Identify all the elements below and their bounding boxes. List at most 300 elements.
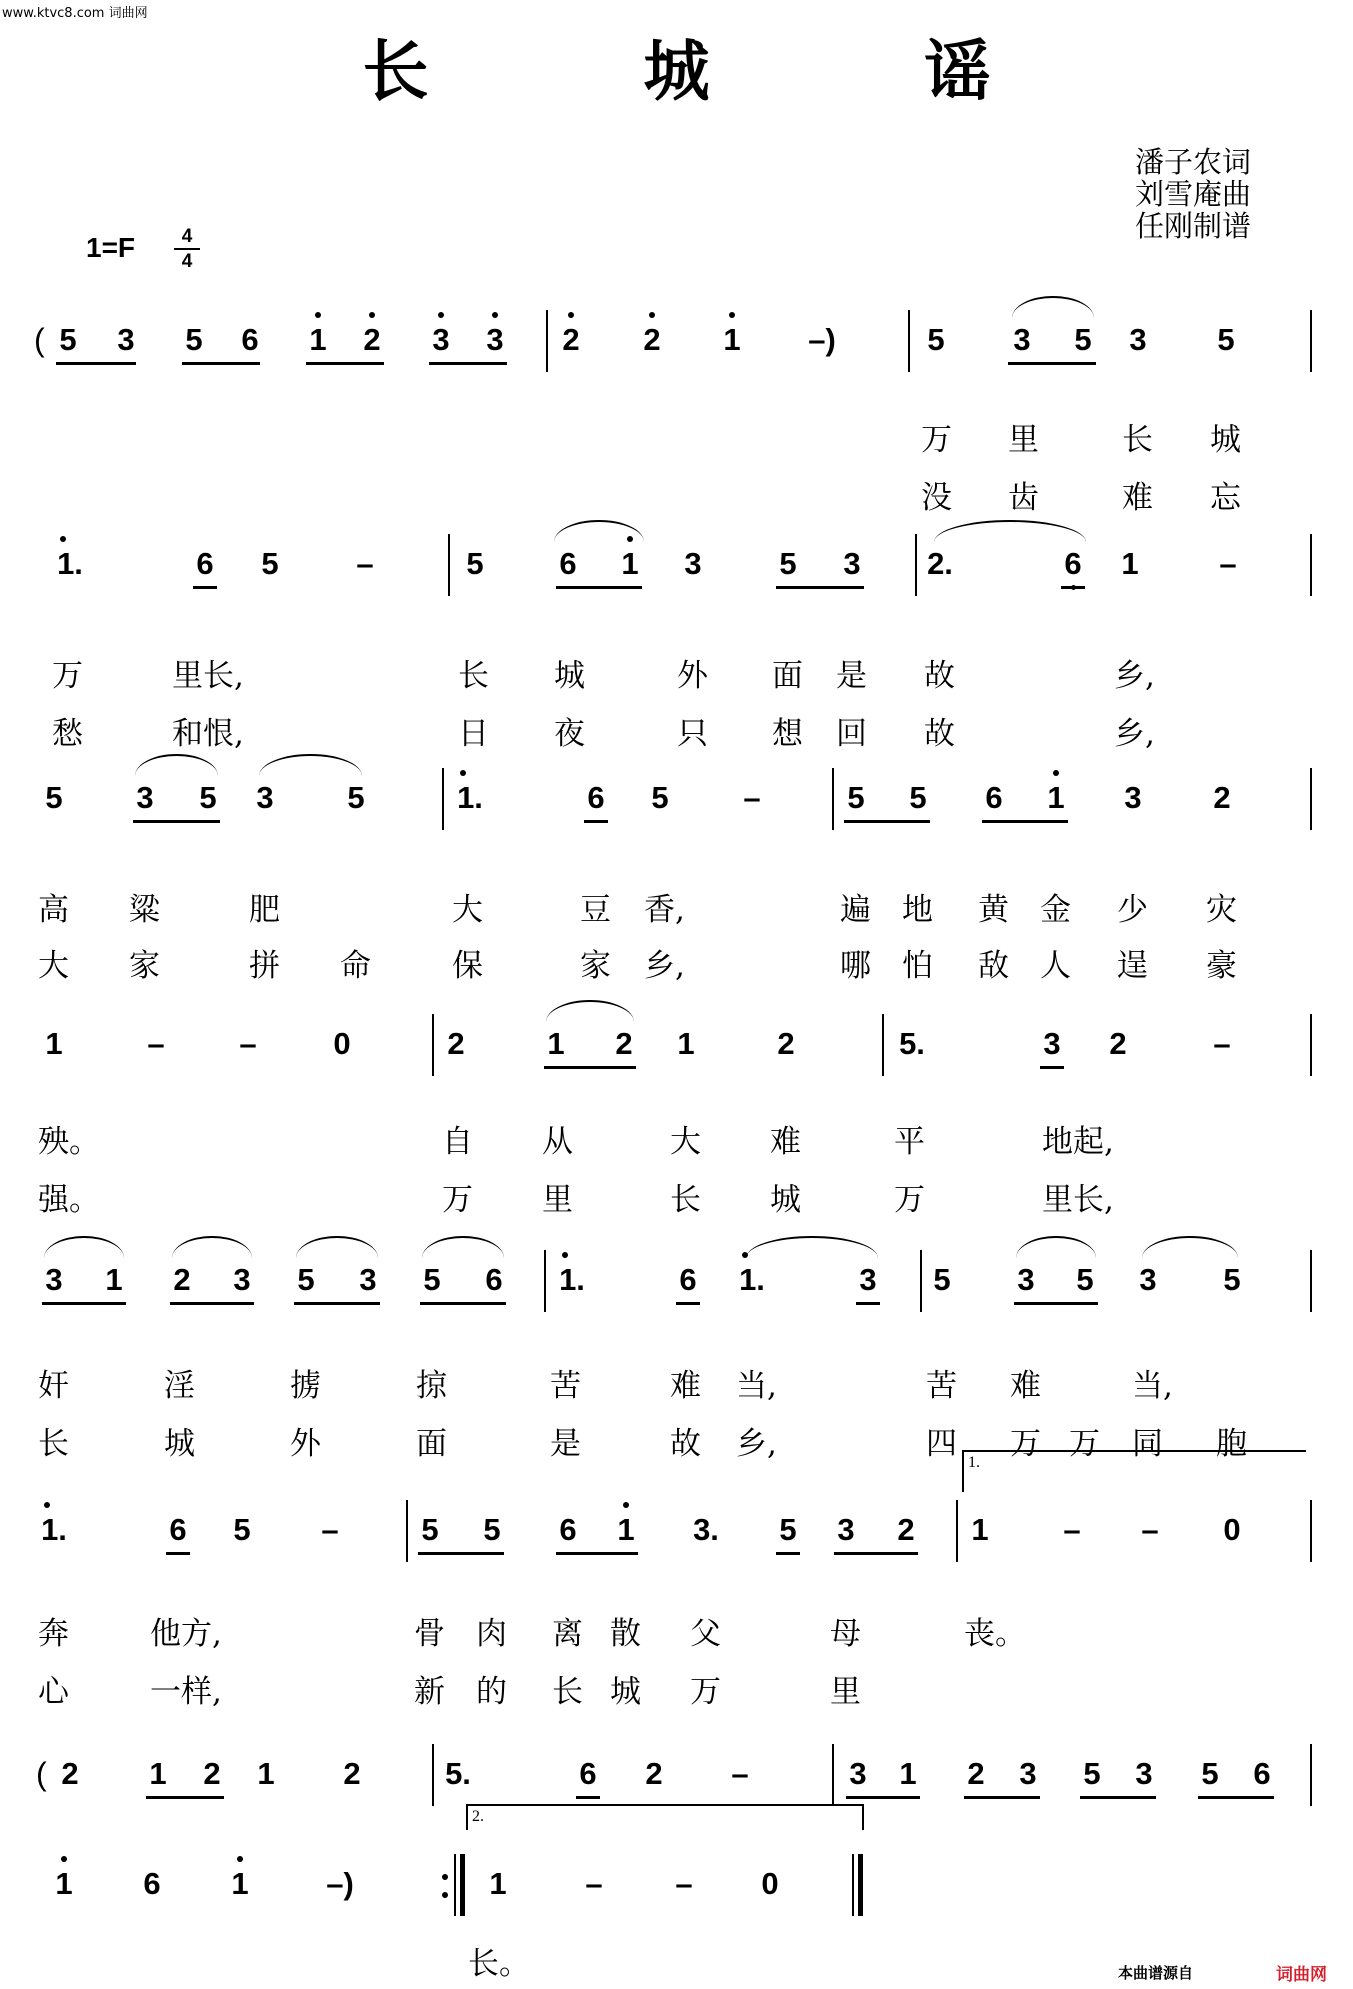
note: – bbox=[1213, 1026, 1231, 1061]
beam-underline bbox=[429, 362, 507, 365]
lyric-verse-1: 高 bbox=[38, 892, 69, 928]
lyric-verse-1: 是 bbox=[836, 658, 867, 694]
note: – bbox=[1219, 546, 1237, 581]
slur bbox=[135, 754, 218, 776]
arranger-credit: 任刚制谱 bbox=[1134, 209, 1251, 243]
key-signature: 1=F bbox=[86, 232, 136, 263]
note: 6 bbox=[1253, 1756, 1271, 1791]
beam-underline bbox=[576, 1796, 600, 1799]
lyric-verse-2: 家 bbox=[580, 948, 611, 984]
note: – bbox=[585, 1866, 603, 1901]
lyric-verse-2: 和恨, bbox=[172, 716, 244, 752]
note: 5 bbox=[45, 780, 63, 815]
note: 2 bbox=[897, 1512, 915, 1547]
lyric-verse-1: 长。 bbox=[468, 1946, 530, 1982]
note: 5 bbox=[185, 322, 203, 357]
lyric-verse-2: 长 bbox=[552, 1674, 583, 1710]
beam-underline bbox=[166, 1552, 190, 1555]
lyric-verse-2: 乡, bbox=[644, 948, 685, 984]
lyric-verse-2: 哪 bbox=[840, 948, 871, 984]
octave-dot-above bbox=[61, 1856, 67, 1862]
lyric-verse-2: 万 bbox=[442, 1182, 473, 1218]
lyric-verse-1: 地 bbox=[902, 892, 933, 928]
note: 6 bbox=[679, 1262, 697, 1297]
note: – bbox=[147, 1026, 165, 1061]
note: – bbox=[731, 1756, 749, 1791]
barline bbox=[442, 768, 444, 830]
note: 5 bbox=[1074, 322, 1092, 357]
beam-underline bbox=[133, 820, 220, 823]
octave-dot-above bbox=[315, 312, 321, 318]
lyric-verse-1: 灾 bbox=[1206, 892, 1237, 928]
note: 3 bbox=[1019, 1756, 1037, 1791]
note: 3 bbox=[1124, 780, 1142, 815]
lyric-verse-1: 苦 bbox=[550, 1368, 581, 1404]
lyric-verse-1: 平 bbox=[894, 1124, 925, 1160]
note: 3 bbox=[1017, 1262, 1035, 1297]
note: –) bbox=[326, 1866, 354, 1901]
note: 3 bbox=[419, 322, 463, 358]
credits bbox=[1135, 146, 1251, 242]
lyric-verse-2: 里长, bbox=[1042, 1182, 1114, 1218]
note: 5 bbox=[1201, 1756, 1219, 1791]
note: 2 bbox=[645, 1756, 663, 1791]
lyricist-credit: 潘子农词 bbox=[1134, 145, 1251, 179]
lyric-verse-2: 人 bbox=[1040, 948, 1071, 984]
lyric-verse-1: 母 bbox=[830, 1616, 861, 1652]
lyric-verse-2: 是 bbox=[550, 1426, 581, 1462]
note: 2 bbox=[61, 1756, 79, 1791]
note: –) bbox=[808, 322, 836, 357]
lyric-verse-2: 日 bbox=[458, 716, 489, 752]
beam-underline bbox=[982, 820, 1068, 823]
system-5 bbox=[0, 1262, 1353, 1462]
note: 5 bbox=[909, 780, 927, 815]
lyric-verse-2: 没 bbox=[921, 480, 952, 516]
octave-dot-above bbox=[60, 536, 66, 542]
note: 1 bbox=[149, 1756, 167, 1791]
volta-bracket bbox=[962, 1450, 1306, 1492]
lyric-verse-1: 难 bbox=[770, 1124, 801, 1160]
beam-underline bbox=[834, 1552, 918, 1555]
lyric-verse-2: 愁 bbox=[52, 716, 83, 752]
note: 5 bbox=[1076, 1262, 1094, 1297]
lyric-verse-1: 当, bbox=[1132, 1368, 1173, 1404]
meter-bottom: 4 bbox=[181, 251, 193, 272]
beam-underline bbox=[544, 1066, 636, 1069]
lyric-verse-1: 万 bbox=[52, 658, 83, 694]
note: 3. bbox=[693, 1512, 719, 1547]
note: – bbox=[1063, 1512, 1081, 1547]
beam-underline bbox=[676, 1302, 700, 1305]
lyric-verse-2: 长 bbox=[38, 1426, 69, 1462]
note: – bbox=[239, 1026, 257, 1061]
slur bbox=[746, 1236, 878, 1258]
note: 1 bbox=[899, 1756, 917, 1791]
barline bbox=[920, 1250, 922, 1312]
note: 5 bbox=[1217, 322, 1235, 357]
open-paren: ( bbox=[34, 322, 45, 358]
note: 6 bbox=[196, 546, 214, 581]
beam-underline bbox=[856, 1302, 880, 1305]
octave-dot-above bbox=[237, 1856, 243, 1862]
note: 5 bbox=[651, 780, 669, 815]
barline bbox=[908, 310, 910, 372]
octave-dot-above bbox=[44, 1502, 50, 1508]
note: 5 bbox=[927, 322, 945, 357]
beam-underline bbox=[42, 1302, 126, 1305]
note: 5 bbox=[261, 546, 279, 581]
note: 1 bbox=[296, 322, 340, 358]
note: 2 bbox=[1109, 1026, 1127, 1061]
beam-underline bbox=[1014, 1302, 1098, 1305]
barline bbox=[882, 1014, 884, 1076]
lyric-verse-2: 难 bbox=[1122, 480, 1153, 516]
note: 5 bbox=[59, 322, 77, 357]
slur bbox=[934, 520, 1086, 542]
slur bbox=[44, 1236, 124, 1258]
lyric-verse-1: 遍 bbox=[840, 892, 871, 928]
system-4 bbox=[0, 1026, 1353, 1218]
beam-underline bbox=[146, 1796, 224, 1799]
note: 3 bbox=[1043, 1026, 1061, 1061]
note: 6 bbox=[169, 1512, 187, 1547]
octave-dot-above bbox=[623, 1502, 629, 1508]
system-1 bbox=[0, 322, 1353, 516]
lyric-verse-2: 夜 bbox=[554, 716, 585, 752]
note: 5 bbox=[483, 1512, 501, 1547]
barline bbox=[1310, 534, 1312, 596]
note: 6 bbox=[485, 1262, 503, 1297]
note: 1. bbox=[550, 1262, 594, 1298]
slur bbox=[172, 1236, 252, 1258]
note: – bbox=[743, 780, 761, 815]
note: 2 bbox=[967, 1756, 985, 1791]
lyric-verse-1: 淫 bbox=[164, 1368, 195, 1404]
note: 1 bbox=[971, 1512, 989, 1547]
note: 3 bbox=[136, 780, 154, 815]
slur bbox=[259, 754, 362, 776]
lyric-verse-1: 里 bbox=[1008, 422, 1039, 458]
note: 5 bbox=[297, 1262, 315, 1297]
note: 5 bbox=[421, 1512, 439, 1547]
octave-dot-above bbox=[369, 312, 375, 318]
lyric-verse-1: 黄 bbox=[978, 892, 1009, 928]
beam-underline bbox=[1080, 1796, 1156, 1799]
note: 5. bbox=[445, 1756, 471, 1791]
site-watermark: www.ktvc8.com 词曲网 bbox=[2, 6, 148, 21]
lyric-verse-1: 香, bbox=[644, 892, 685, 928]
barline bbox=[546, 310, 548, 372]
lyric-verse-1: 自 bbox=[442, 1124, 473, 1160]
lyric-verse-1: 长 bbox=[1122, 422, 1153, 458]
lyric-verse-1: 肥 bbox=[249, 892, 280, 928]
composer-credit: 刘雪庵曲 bbox=[1134, 177, 1251, 211]
beam-underline bbox=[846, 1796, 920, 1799]
note: 1 bbox=[45, 1026, 63, 1061]
lyric-verse-1: 大 bbox=[670, 1124, 701, 1160]
octave-dot-above bbox=[568, 312, 574, 318]
site-logo: 词曲网 bbox=[1276, 1965, 1327, 1985]
system-3 bbox=[0, 780, 1353, 984]
lyric-verse-1: 掳 bbox=[290, 1368, 321, 1404]
note: 5 bbox=[1083, 1756, 1101, 1791]
barline bbox=[432, 1744, 434, 1806]
lyric-verse-2: 城 bbox=[610, 1674, 641, 1710]
note: 3 bbox=[1013, 322, 1031, 357]
lyric-verse-1: 面 bbox=[772, 658, 803, 694]
volta-label: 1. bbox=[968, 1454, 980, 1471]
barline bbox=[1310, 1744, 1312, 1806]
lyric-verse-2: 万 bbox=[1010, 1426, 1041, 1462]
lyric-verse-2: 一样, bbox=[150, 1674, 222, 1710]
lyric-verse-2: 齿 bbox=[1008, 480, 1039, 516]
lyric-verse-1: 乡, bbox=[1114, 658, 1155, 694]
note: 2 bbox=[447, 1026, 465, 1061]
note: 3 bbox=[837, 1512, 855, 1547]
barline bbox=[1310, 768, 1312, 830]
lyric-verse-2: 万 bbox=[690, 1674, 721, 1710]
note: 3 bbox=[849, 1756, 867, 1791]
beam-underline bbox=[56, 362, 136, 365]
note: 1 bbox=[489, 1866, 507, 1901]
system-2 bbox=[0, 546, 1353, 752]
lyric-verse-1: 肉 bbox=[476, 1616, 507, 1652]
lyric-verse-1: 他方, bbox=[150, 1616, 222, 1652]
lyric-verse-2: 万 bbox=[894, 1182, 925, 1218]
note: 5 bbox=[779, 1512, 797, 1547]
note: 3 bbox=[473, 322, 517, 358]
lyric-verse-1: 里长, bbox=[172, 658, 244, 694]
note: 3 bbox=[1139, 1262, 1157, 1297]
lyric-verse-1: 难 bbox=[670, 1368, 701, 1404]
repeat-dot bbox=[442, 1874, 448, 1880]
note: 3 bbox=[859, 1262, 877, 1297]
note: 1 bbox=[42, 1866, 86, 1902]
lyric-verse-2: 命 bbox=[340, 948, 371, 984]
lyric-verse-2: 同 bbox=[1132, 1426, 1163, 1462]
lyric-verse-2: 只 bbox=[677, 716, 708, 752]
lyric-verse-1: 掠 bbox=[416, 1368, 447, 1404]
lyric-verse-1: 奸 bbox=[38, 1368, 69, 1404]
note: 3 bbox=[256, 780, 274, 815]
barline bbox=[832, 1744, 834, 1806]
beam-underline bbox=[418, 1552, 504, 1555]
lyric-verse-1: 当, bbox=[736, 1368, 777, 1404]
lyric-verse-2: 的 bbox=[476, 1674, 507, 1710]
lyric-verse-2: 外 bbox=[290, 1426, 321, 1462]
slur bbox=[422, 1236, 504, 1258]
lyric-verse-1: 父 bbox=[690, 1616, 721, 1652]
note: 6 bbox=[985, 780, 1003, 815]
lyric-verse-2: 拼 bbox=[249, 948, 280, 984]
lyric-verse-2: 怕 bbox=[902, 948, 933, 984]
octave-dot-above bbox=[562, 1252, 568, 1258]
lyric-verse-1: 殃。 bbox=[38, 1124, 100, 1160]
barline bbox=[832, 768, 834, 830]
note: 1 bbox=[257, 1756, 275, 1791]
barline bbox=[406, 1500, 408, 1562]
beam-underline bbox=[170, 1302, 254, 1305]
note: 6 bbox=[587, 780, 605, 815]
barline bbox=[1310, 1014, 1312, 1076]
note: – bbox=[321, 1512, 339, 1547]
note: 5 bbox=[933, 1262, 951, 1297]
note: 1 bbox=[1034, 780, 1078, 816]
lyric-verse-2: 逞 bbox=[1117, 948, 1148, 984]
note: 1 bbox=[710, 322, 754, 358]
lyric-verse-1: 故 bbox=[924, 658, 955, 694]
lyric-verse-1: 地起, bbox=[1042, 1124, 1114, 1160]
note: 3 bbox=[117, 322, 135, 357]
note: 2 bbox=[615, 1026, 633, 1061]
octave-dot-above bbox=[1053, 770, 1059, 776]
lyric-verse-1: 苦 bbox=[926, 1368, 957, 1404]
lyric-verse-1: 外 bbox=[677, 658, 708, 694]
lyric-verse-2: 想 bbox=[772, 716, 803, 752]
source-note: 本曲谱源自 bbox=[1117, 1964, 1193, 1982]
repeat-barline-thin bbox=[454, 1854, 456, 1916]
note: 3 bbox=[233, 1262, 251, 1297]
lyric-verse-1: 难 bbox=[1010, 1368, 1041, 1404]
note: 1. bbox=[730, 1262, 774, 1298]
barline bbox=[432, 1014, 434, 1076]
lyric-verse-1: 长 bbox=[458, 658, 489, 694]
system-6 bbox=[0, 1454, 1353, 1710]
system-7 bbox=[0, 1756, 1353, 1796]
repeat-dot bbox=[442, 1892, 448, 1898]
lyric-verse-1: 大 bbox=[452, 892, 483, 928]
note: 1 bbox=[105, 1262, 123, 1297]
lyric-verse-2: 故 bbox=[924, 716, 955, 752]
lyric-verse-1: 城 bbox=[554, 658, 585, 694]
barline bbox=[544, 1250, 546, 1312]
lyric-verse-1: 金 bbox=[1040, 892, 1071, 928]
lyric-verse-2: 故 bbox=[670, 1426, 701, 1462]
meter-top: 4 bbox=[181, 226, 193, 247]
open-paren: ( bbox=[36, 1756, 47, 1792]
note: 6 bbox=[241, 322, 259, 357]
note: 6 bbox=[559, 1512, 577, 1547]
lyric-verse-2: 回 bbox=[836, 716, 867, 752]
note: 3 bbox=[45, 1262, 63, 1297]
barline bbox=[448, 534, 450, 596]
time-signature bbox=[174, 226, 200, 272]
note: 5 bbox=[199, 780, 217, 815]
note: 5 bbox=[233, 1512, 251, 1547]
lyric-verse-2: 城 bbox=[770, 1182, 801, 1218]
lyric-verse-1: 从 bbox=[542, 1124, 573, 1160]
note: 1 bbox=[604, 1512, 648, 1548]
slur bbox=[1142, 1236, 1238, 1258]
note: – bbox=[1141, 1512, 1159, 1547]
octave-dot-above bbox=[492, 312, 498, 318]
lyric-verse-1: 万 bbox=[921, 422, 952, 458]
lyric-verse-1: 奔 bbox=[38, 1616, 69, 1652]
volta-label: 2. bbox=[472, 1808, 484, 1825]
lyric-verse-2: 新 bbox=[414, 1674, 445, 1710]
repeat-barline-thick bbox=[460, 1854, 465, 1916]
note: 2 bbox=[549, 322, 593, 358]
beam-underline bbox=[182, 362, 260, 365]
note: 1. bbox=[48, 546, 92, 582]
beam-underline bbox=[1198, 1796, 1274, 1799]
beam-underline bbox=[776, 1552, 800, 1555]
note: 5. bbox=[899, 1026, 925, 1061]
lyric-verse-1: 骨 bbox=[414, 1616, 445, 1652]
note: 2 bbox=[630, 322, 674, 358]
lyric-verse-2: 保 bbox=[452, 948, 483, 984]
note: 1 bbox=[547, 1026, 565, 1061]
note: 0 bbox=[761, 1866, 779, 1901]
note: 2 bbox=[350, 322, 394, 358]
note: 1 bbox=[608, 546, 652, 582]
lyric-verse-1: 丧。 bbox=[964, 1616, 1026, 1652]
lyric-verse-2: 里 bbox=[830, 1674, 861, 1710]
lyric-verse-2: 心 bbox=[38, 1674, 69, 1710]
note: 2 bbox=[343, 1756, 361, 1791]
lyric-verse-1: 豆 bbox=[580, 892, 611, 928]
lyric-verse-2: 里 bbox=[542, 1182, 573, 1218]
note: 2. bbox=[927, 546, 953, 581]
lyric-verse-2: 忘 bbox=[1210, 480, 1241, 516]
slur bbox=[546, 1000, 634, 1022]
lyric-verse-2: 长 bbox=[670, 1182, 701, 1218]
beam-underline bbox=[420, 1302, 506, 1305]
octave-dot-above bbox=[460, 770, 466, 776]
note: 5 bbox=[347, 780, 365, 815]
slur bbox=[1016, 1236, 1096, 1258]
lyric-verse-1: 粱 bbox=[129, 892, 160, 928]
lyric-verse-2: 强。 bbox=[38, 1182, 100, 1218]
beam-underline bbox=[776, 586, 864, 589]
octave-dot-above bbox=[649, 312, 655, 318]
note: – bbox=[356, 546, 374, 581]
note: 3 bbox=[1129, 322, 1147, 357]
note: 1 bbox=[677, 1026, 695, 1061]
beam-underline bbox=[193, 586, 217, 589]
octave-dot-above bbox=[438, 312, 444, 318]
beam-underline bbox=[1061, 586, 1085, 589]
note: 0 bbox=[333, 1026, 351, 1061]
barline bbox=[1310, 1250, 1312, 1312]
beam-underline bbox=[556, 586, 642, 589]
lyric-verse-2: 胞 bbox=[1216, 1426, 1247, 1462]
lyric-verse-2: 大 bbox=[38, 948, 69, 984]
song-title: 长 城 谣 bbox=[362, 32, 1087, 110]
lyric-verse-1: 城 bbox=[1210, 422, 1241, 458]
note: 2 bbox=[777, 1026, 795, 1061]
lyric-verse-2: 豪 bbox=[1206, 948, 1237, 984]
beam-underline bbox=[584, 820, 608, 823]
lyric-verse-2: 城 bbox=[164, 1426, 195, 1462]
lyric-verse-1: 散 bbox=[610, 1616, 641, 1652]
note: 6 bbox=[579, 1756, 597, 1791]
note: 1 bbox=[1121, 546, 1139, 581]
octave-dot-above bbox=[729, 312, 735, 318]
note: 6 bbox=[1051, 546, 1095, 582]
note: 2 bbox=[173, 1262, 191, 1297]
lyric-verse-2: 万 bbox=[1069, 1426, 1100, 1462]
lyric-verse-1: 少 bbox=[1117, 892, 1148, 928]
note: 1. bbox=[448, 780, 492, 816]
beam-underline bbox=[1008, 362, 1096, 365]
note: – bbox=[675, 1866, 693, 1901]
note: 3 bbox=[843, 546, 861, 581]
barline bbox=[1310, 310, 1312, 372]
note: 6 bbox=[143, 1866, 161, 1901]
beam-underline bbox=[844, 820, 930, 823]
